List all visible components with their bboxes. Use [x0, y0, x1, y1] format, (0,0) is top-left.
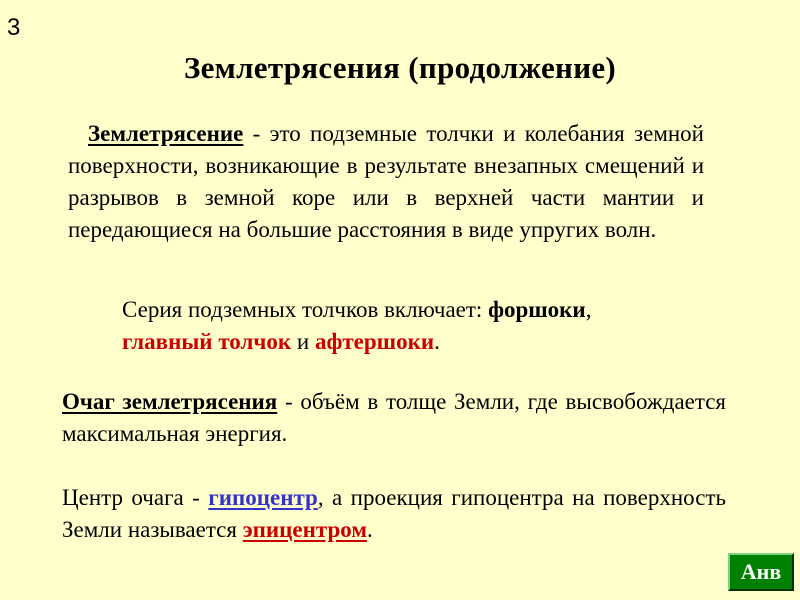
- term-epicenter: эпицентром: [242, 517, 367, 542]
- center-text-2: , а проекция гипоцентра на поверхность Земли называется: [62, 485, 726, 542]
- series-and: и: [291, 329, 315, 354]
- slide-title: Землетрясения (продолжение): [183, 50, 617, 85]
- term-hypocenter: гипоцентр: [208, 485, 318, 510]
- slide-number: 3: [7, 14, 21, 41]
- center-end: .: [367, 517, 373, 542]
- definition-text: - это подземные толчки и колебания земной поверхности, возникающие в результате внезапных смещений и разрывов в земной коре или в верхней части мантии и передающиеся на большие расстояния в виде упругих волн.: [68, 121, 704, 242]
- term-earthquake: Землетрясение: [88, 121, 244, 146]
- term-focus: Очаг землетрясения: [62, 389, 278, 414]
- series-comma: ,: [585, 297, 592, 322]
- term-foreshocks: форшоки: [488, 297, 586, 322]
- definition-paragraph: [68, 118, 704, 246]
- series-intro: Серия подземных толчков включает:: [122, 297, 489, 322]
- nav-button[interactable]: Анв: [728, 553, 794, 591]
- series-end: .: [434, 329, 440, 354]
- center-paragraph: [62, 482, 726, 546]
- term-aftershocks: афтершоки: [314, 329, 435, 354]
- term-main-shock: главный толчок: [122, 329, 292, 354]
- series-paragraph: [122, 294, 682, 358]
- focus-text: - объём в толще Земли, где высвобождается максимальная энергия.: [62, 389, 726, 446]
- focus-paragraph: [62, 386, 726, 450]
- center-text-1: Центр очага -: [62, 485, 209, 510]
